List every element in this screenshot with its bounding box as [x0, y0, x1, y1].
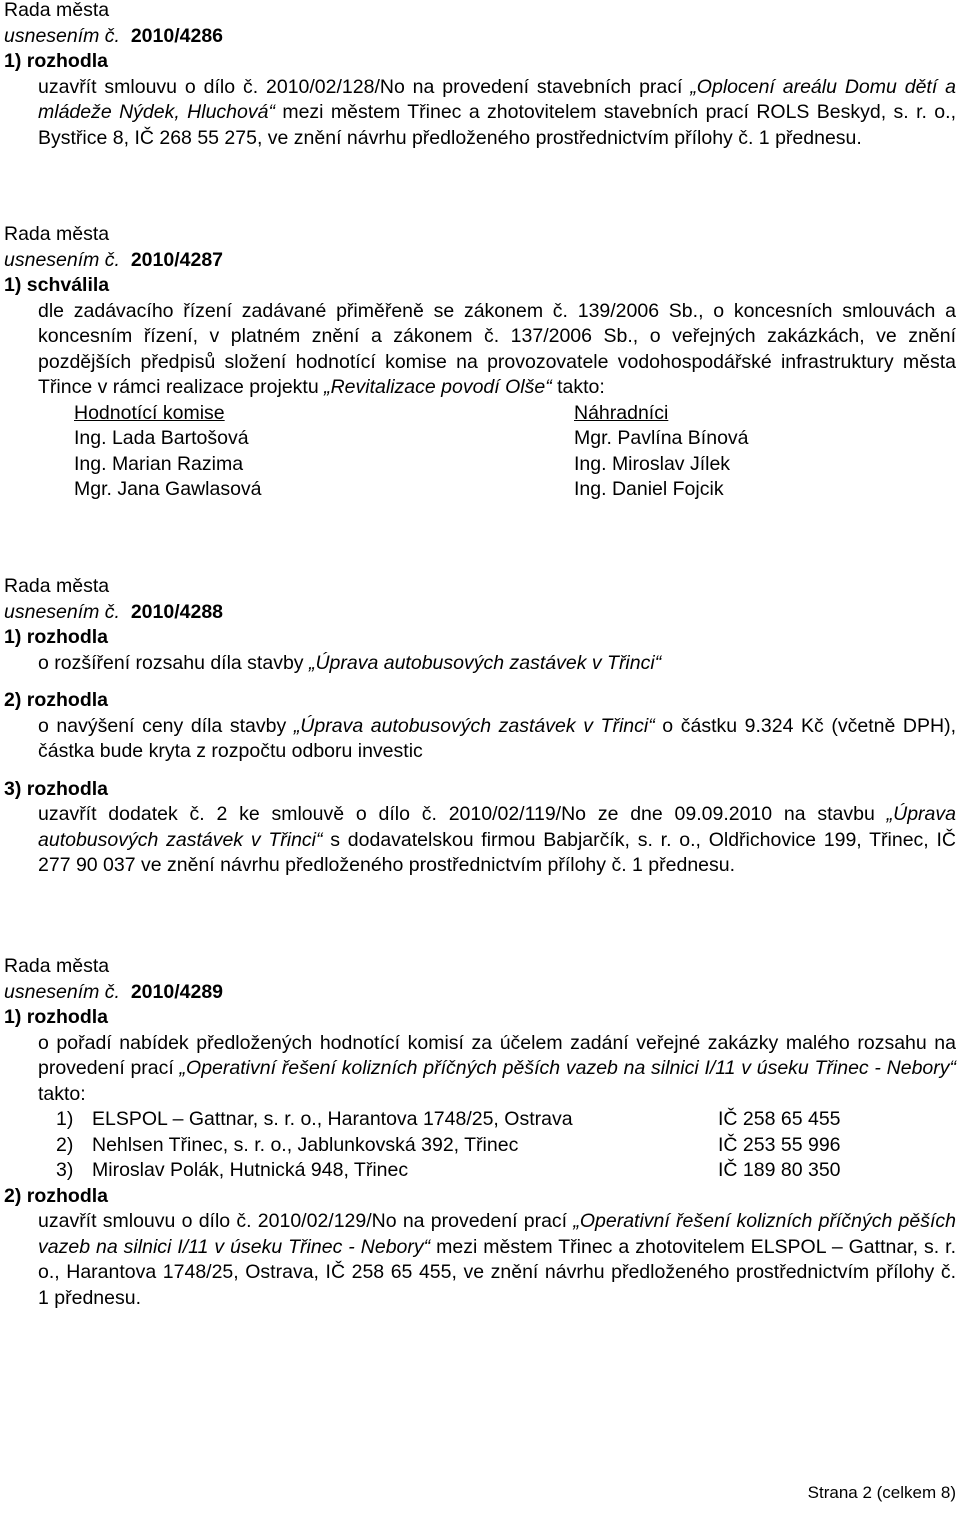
substitute-name: Ing. Daniel Fojcik	[574, 478, 724, 500]
bid-ic: IČ 258 65 455	[718, 1108, 841, 1130]
item-label: 3) rozhodla	[4, 777, 109, 800]
resolution-4289	[4, 954, 956, 1311]
bid-ic: IČ 253 55 996	[718, 1133, 841, 1156]
substitutes-column-header: Náhradníci	[574, 401, 669, 424]
resolution-number: 2010/4289	[130, 980, 224, 1003]
resolution-number: 2010/4287	[130, 248, 224, 271]
commission-table	[74, 401, 956, 503]
resolution-4287	[4, 222, 956, 503]
resolution-label: usnesením č.	[4, 24, 120, 47]
commission-header-row	[74, 401, 956, 427]
item-text	[38, 714, 956, 765]
bids-list	[56, 1107, 956, 1184]
project-name: „Úprava autobusových zastávek v Třinci“	[308, 651, 662, 674]
commission-row	[74, 452, 956, 478]
page-footer: Strana 2 (celkem 8)	[807, 1483, 956, 1502]
project-name: „Operativní řešení kolizních příčných pěších vazeb na silnici I/11 v úseku Třinec - Nebory“	[38, 1210, 956, 1258]
bid-rank: 2)	[56, 1133, 74, 1156]
item-label: 2) rozhodla	[4, 689, 109, 711]
commission-row	[74, 477, 956, 503]
item-text-part: mezi městem Třinec a zhotovitelem ELSPOL – Gattnar, s. r. o., Harantova 1748/25, Ostrava, IČ 258 65 455, ve znění návrhu předloženého prostřednictvím přílohy č. 1 přednesu.	[38, 1235, 956, 1309]
bid-company: Nehlsen Třinec, s. r. o., Jablunkovská 392, Třinec	[92, 1133, 519, 1156]
bid-company: Miroslav Polák, Hutnická 948, Třinec	[92, 1159, 409, 1181]
bid-row	[56, 1133, 956, 1159]
substitute-name: Ing. Miroslav Jílek	[574, 452, 731, 475]
member-name: Mgr. Jana Gawlasová	[74, 478, 262, 500]
member-name: Ing. Marian Razima	[74, 452, 244, 475]
project-name: „Oplocení areálu Domu dětí a mládeže Nýdek, Hluchová“	[38, 75, 956, 123]
item-text-part: uzavřít dodatek č. 2 ke smlouvě o dílo č. 2010/02/119/No ze dne 09.09.2010 na stavbu	[38, 803, 887, 825]
item-text-part: s dodavatelskou firmou Babjarčík, s. r. o., Oldřichovice 199, Třinec, IČ 277 90 037 ve znění návrhu předloženého prostřednictvím přílohy č. 1 přednesu.	[38, 828, 956, 876]
item-text-part: o navýšení ceny díla stavby	[38, 714, 294, 737]
item-text-part: uzavřít smlouvu o dílo č. 2010/02/129/No na provedení prací	[38, 1210, 574, 1232]
item-text	[38, 299, 956, 401]
project-name: „Revitalizace povodí Olše“	[324, 376, 552, 398]
project-name: „Operativní řešení kolizních příčných pěších vazeb na silnici I/11 v úseku Třinec - Nebory“	[179, 1057, 956, 1079]
item-text-part: o pořadí nabídek předložených hodnotící komisí za účelem zadání veřejné zakázky malého rozsahu na provedení prací	[38, 1031, 956, 1079]
bid-company: ELSPOL – Gattnar, s. r. o., Harantova 1748/25, Ostrava	[92, 1108, 573, 1130]
item-text	[38, 651, 956, 677]
resolution-label: usnesením č.	[4, 980, 120, 1003]
project-name: „Úprava autobusových zastávek v Třinci“	[293, 714, 655, 737]
commission-column-header: Hodnotící komise	[74, 401, 225, 424]
item-text	[38, 75, 956, 152]
item-text-part: o částku 9.324 Kč (včetně DPH), částka bude kryta z rozpočtu odboru investic	[38, 714, 957, 762]
resolution-number: 2010/4288	[130, 600, 224, 623]
resolution-number-line	[4, 600, 956, 626]
item-text	[38, 1209, 956, 1311]
resolution-4288	[4, 574, 956, 879]
bid-row	[56, 1107, 956, 1133]
resolution-label: usnesením č.	[4, 248, 120, 271]
item-text-part: uzavřít smlouvu o dílo č. 2010/02/128/No na provedení stavebních prací	[38, 75, 691, 98]
item-label: 1) rozhodla	[4, 1006, 109, 1028]
resolution-number-line	[4, 980, 956, 1006]
bid-row	[56, 1158, 956, 1184]
item-label: 1) rozhodla	[4, 626, 109, 648]
council-label: Rada města	[4, 955, 110, 977]
resolution-number-line	[4, 248, 956, 274]
item-text-part: dle zadávacího řízení zadávané přiměřeně se zákonem č. 139/2006 Sb., o koncesních smlouvách a koncesním řízení, v platném znění a zákonem č. 137/2006 Sb., o veřejných zakázkách, ve znění pozdějších předpisů složení hodnotící komise na provozovatele vodohospodářské infrastruktury města Třince v rámci realizace projektu	[38, 299, 956, 398]
bid-ic: IČ 189 80 350	[718, 1159, 841, 1181]
commission-row	[74, 426, 956, 452]
item-text	[38, 1031, 956, 1108]
resolution-number-line	[4, 24, 956, 50]
resolution-4286	[4, 0, 956, 151]
item-label: 1) rozhodla	[4, 50, 109, 72]
project-name: „Úprava autobusových zastávek v Třinci“	[38, 803, 956, 851]
bid-rank: 1)	[56, 1108, 74, 1130]
council-label: Rada města	[4, 223, 110, 245]
item-text-part: takto:	[38, 1082, 86, 1105]
item-text-part: takto:	[551, 376, 605, 398]
item-text-part: mezi městem Třinec a zhotovitelem stavebních prací ROLS Beskyd, s. r. o., Bystřice 8, IČ 268 55 275, ve znění návrhu předloženého prostřednictvím přílohy č. 1 přednesu.	[38, 101, 956, 149]
bid-rank: 3)	[56, 1159, 74, 1181]
resolution-label: usnesením č.	[4, 600, 120, 623]
item-text	[38, 802, 956, 879]
item-label: 2) rozhodla	[4, 1184, 109, 1207]
council-label: Rada města	[4, 0, 110, 21]
substitute-name: Mgr. Pavlína Bínová	[574, 427, 749, 449]
member-name: Ing. Lada Bartošová	[74, 427, 249, 449]
resolution-number: 2010/4286	[130, 24, 224, 47]
item-label: 1) schválila	[4, 274, 110, 296]
council-label: Rada města	[4, 575, 110, 597]
item-text-part: o rozšíření rozsahu díla stavby	[38, 651, 309, 674]
